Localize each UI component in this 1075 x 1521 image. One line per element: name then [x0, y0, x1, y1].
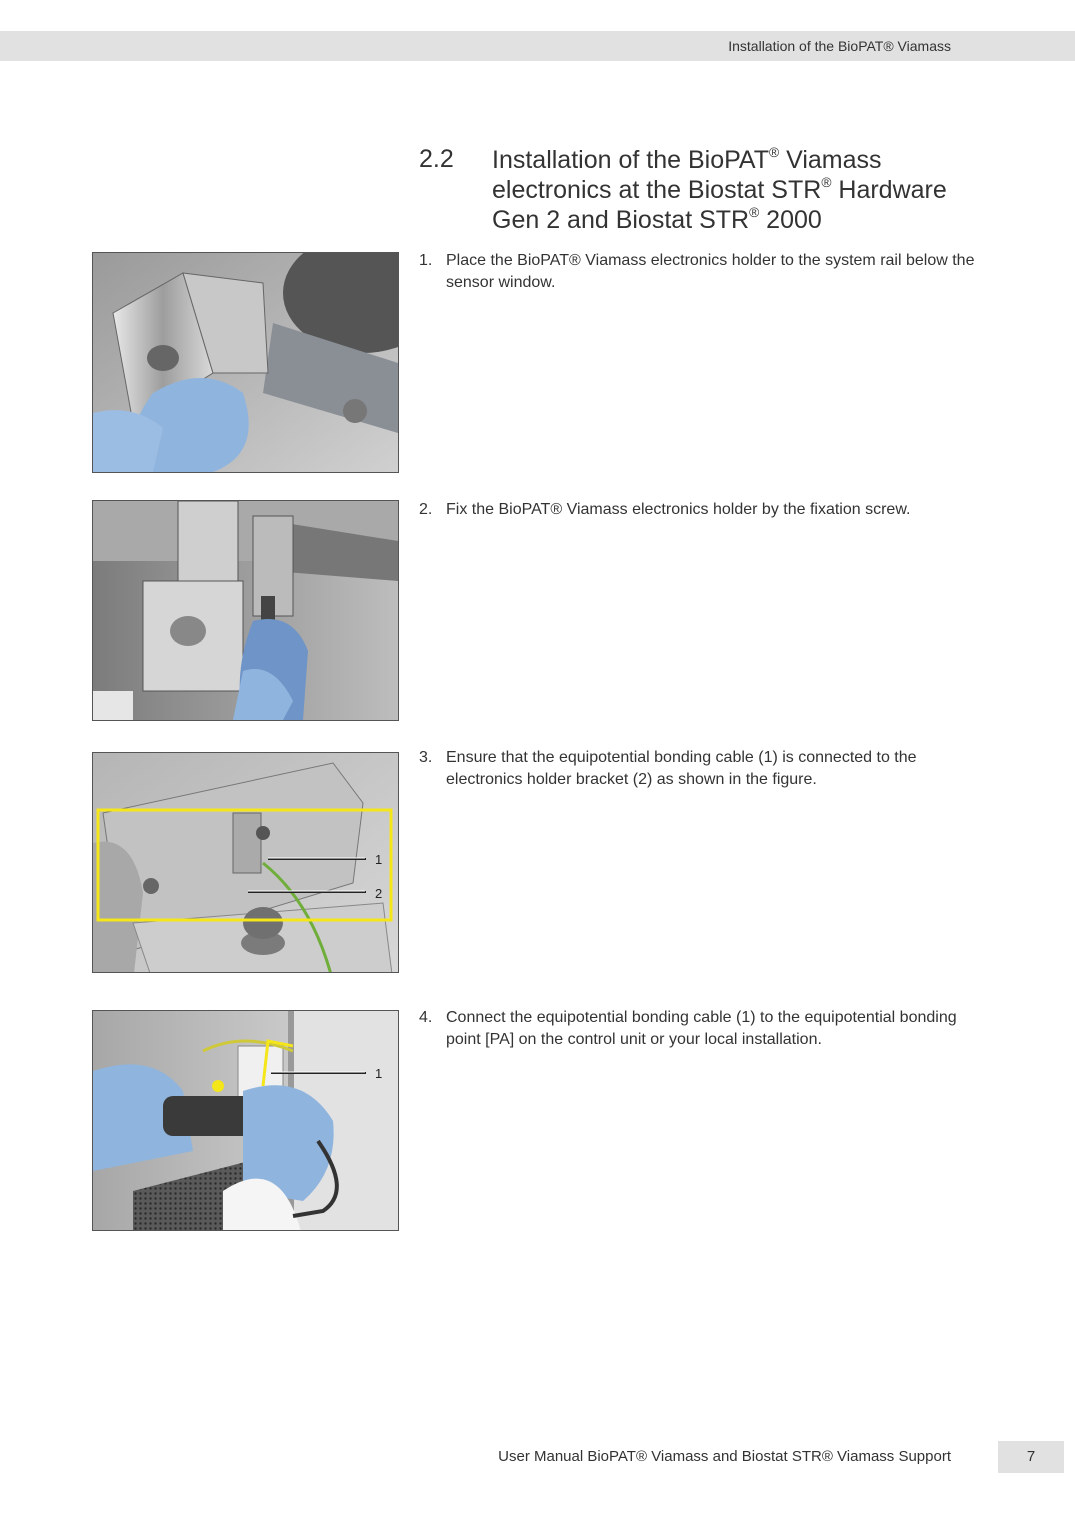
step-1-text: Place the BioPAT® Viamass electronics holder to the system rail below the sensor window.: [446, 252, 975, 291]
fig3-callout-1: 1: [375, 852, 383, 867]
step-4-number: 4.: [419, 1009, 433, 1026]
page-number-box: [998, 1441, 1064, 1473]
step-4-text: Connect the equipotential bonding cable (1) to the equipotential bonding point [PA] on the control unit or your local installation.: [446, 1009, 957, 1048]
fig3-callout-2: 2: [375, 886, 383, 901]
footer-manual-title: User Manual BioPAT® Viamass and Biostat STR® Viamass Support: [498, 1448, 951, 1465]
fig4-callout-1: 1: [375, 1066, 383, 1081]
step-3-text: Ensure that the equipotential bonding cable (1) is connected to the electronics holder bracket (2) as shown in the figure.: [446, 749, 917, 788]
step-4-photo: [92, 1010, 399, 1231]
step-3-photo: [92, 752, 399, 973]
page-number: 7: [1026, 1448, 1036, 1465]
step-2-text: Fix the BioPAT® Viamass electronics holder by the fixation screw.: [446, 501, 911, 518]
section-title: Installation of the BioPAT® Viamass electronics at the Biostat STR® Hardware Gen 2 and Biostat STR® 2000: [492, 145, 947, 234]
step-2-photo: [92, 500, 399, 721]
step-1-number: 1.: [419, 252, 433, 269]
step-1-photo: [92, 252, 399, 473]
step-2-number: 2.: [419, 501, 433, 518]
step-3-number: 3.: [419, 749, 433, 766]
section-number: 2.2: [419, 145, 454, 173]
running-header-title: Installation of the BioPAT® Viamass: [728, 38, 951, 54]
running-header-bar: [0, 31, 1075, 61]
